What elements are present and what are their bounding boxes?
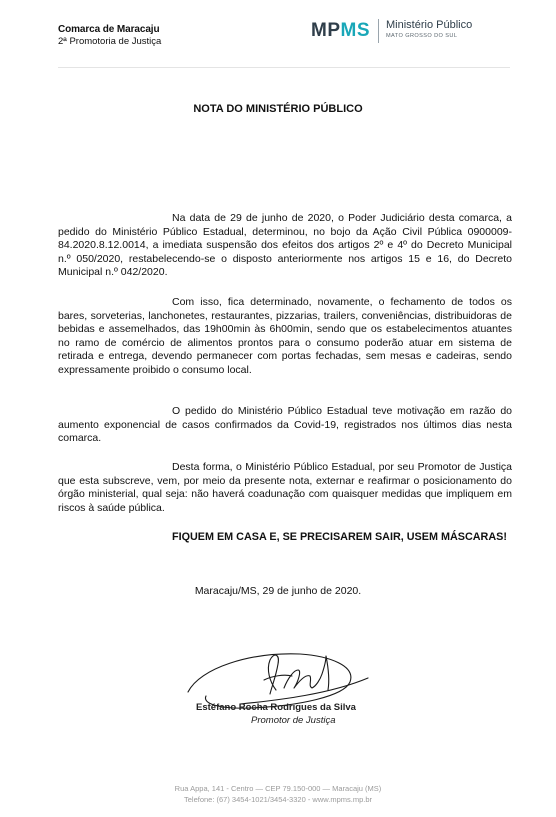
organization-header [58,24,161,48]
closing-appeal [58,530,512,545]
paragraph-4-text: Desta forma, o Ministério Público Estadual, por seu Promotor de Justiça que esta subscreve, vem, por meio da presente nota, externar e reafirmar o posicionamento do órgão ministerial, qual seja: não haverá coadunação com quaisquer medidas que impliquem em riscos à saúde pública. [58,461,512,514]
mpms-logo [311,19,472,43]
paragraph-3 [58,405,512,446]
header-divider [58,67,510,68]
footer-contact: Telefone: (67) 3454-1021/3454-3320 - www.mpms.mp.br [183,795,373,804]
closing-appeal-text: FIQUEM EM CASA E, SE PRECISAREM SAIR, USEM MÁSCARAS! [172,531,507,543]
comarca-name: Comarca de Maracaju [58,24,160,35]
paragraph-1-text: Na data de 29 de junho de 2020, o Poder Judiciário desta comarca, a pedido do Ministério Público Estadual, determinou, no bojo da Ação Civil Pública 0900009-84.2020.8.12.0014, a imediata suspensão dos efeitos dos artigos 2º e 4º do Decreto Municipal n.º 050/2020, restabelecendo-se o disposto anteriormente nos artigos 15 e 16, do Decreto Municipal n.º 042/2020. [58,212,512,279]
page-footer [0,783,556,805]
promotoria-name: 2ª Promotoria de Justiça [58,36,162,47]
logo-state-name: MATO GROSSO DO SUL [386,33,458,39]
signatory-name: Estéfano Rocha Rodrigues da Silva [196,702,356,713]
logo-mark [311,21,370,41]
paragraph-2-text: Com isso, fica determinado, novamente, o fechamento de todos os bares, sorveterias, lanchonetes, restaurantes, pizzarias, trailers, conveniências, distribuidoras de bebidas e assemelhados, das 19h00min às 6h00min, sendo que os estabelecimentos atuantes no ramo de comércio de alimentos prontos para o consumo poderão atuar em sistema de retirada e entrega, devendo permanecer com portas fechadas, sem mesas e cadeiras, sendo expressamente proibido o consumo local. [58,296,512,376]
paragraph-1 [58,212,512,280]
paragraph-4 [58,461,512,515]
logo-mark-ms: MS [340,20,370,41]
logo-divider [378,19,379,43]
document-title: NOTA DO MINISTÉRIO PÚBLICO [193,103,363,115]
logo-mark-mp: MP [311,20,341,41]
paragraph-2 [58,296,512,378]
logo-institution-name: Ministério Público [386,19,473,31]
footer-address: Rua Appa, 141 - Centro — CEP 79.150-000 — Maracaju (MS) [174,784,382,793]
logo-text [386,20,472,42]
signatory-role: Promotor de Justiça [251,715,336,726]
place-and-date: Maracaju/MS, 29 de junho de 2020. [194,585,362,597]
paragraph-3-text: O pedido do Ministério Público Estadual teve motivação em razão do aumento exponencial de casos confirmados da Covid-19, registrados nos últimos dias nesta comarca. [58,405,512,445]
